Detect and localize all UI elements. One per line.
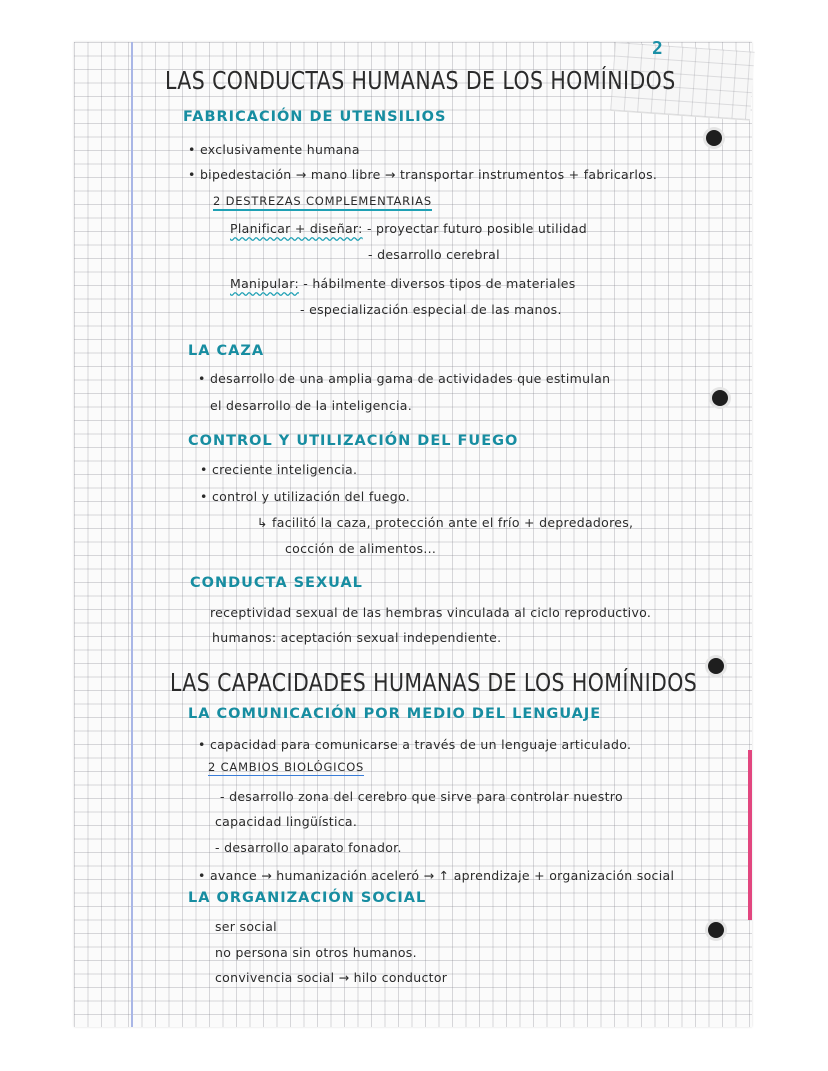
social-line-3: convivencia social → hilo conductor <box>215 970 448 985</box>
heading-organizacion-social: LA ORGANIZACIÓN SOCIAL <box>188 890 427 906</box>
fuego-line-4: cocción de alimentos... <box>285 541 437 556</box>
heading-la-caza: LA CAZA <box>188 343 265 359</box>
punch-hole-4 <box>708 922 724 938</box>
heading-comunicacion: LA COMUNICACIÓN POR MEDIO DEL LENGUAJE <box>188 706 602 722</box>
main-title-capacidades: LAS CAPACIDADES HUMANAS DE LOS HOMÍNIDOS <box>170 668 698 697</box>
bullet-bipedestacion: • bipedestación → mano libre → transportar instrumentos + fabricarlos. <box>188 167 658 182</box>
sexual-line-1: receptividad sexual de las hembras vinculada al ciclo reproductivo. <box>210 605 652 620</box>
fuego-line-3: ↳ facilitó la caza, protección ante el frío + depredadores, <box>257 515 634 530</box>
line-planificar: Planificar + diseñar: - proyectar futuro posible utilidad <box>230 221 588 236</box>
margin-line <box>131 42 133 1027</box>
fuego-line-2: • control y utilización del fuego. <box>200 489 410 504</box>
bullet-exclusivamente: • exclusivamente humana <box>188 142 360 157</box>
caza-line-2: el desarrollo de la inteligencia. <box>210 398 412 413</box>
line-especializacion: - especialización especial de las manos. <box>300 302 562 317</box>
social-line-2: no persona sin otros humanos. <box>215 945 417 960</box>
comunicacion-line-5: • avance → humanización aceleró → ↑ aprendizaje + organización social <box>198 868 675 883</box>
line-desarrollo-cerebral: - desarrollo cerebral <box>368 247 500 262</box>
punch-hole-3 <box>708 658 724 674</box>
label-planificar: Planificar + diseñar: <box>230 221 363 236</box>
comunicacion-line-4: - desarrollo aparato fonador. <box>215 840 402 855</box>
heading-conducta-sexual: CONDUCTA SEXUAL <box>190 575 363 591</box>
subheading-cambios: 2 CAMBIOS BIOLÓGICOS <box>208 760 365 774</box>
punch-hole-2 <box>712 390 728 406</box>
subheading-destrezas: 2 DESTREZAS COMPLEMENTARIAS <box>213 194 432 208</box>
fuego-line-1: • creciente inteligencia. <box>200 462 358 477</box>
heading-fabricacion: FABRICACIÓN DE UTENSILIOS <box>183 109 447 125</box>
heading-control-fuego: CONTROL Y UTILIZACIÓN DEL FUEGO <box>188 433 519 449</box>
comunicacion-line-1: • capacidad para comunicarse a través de un lenguaje articulado. <box>198 737 632 752</box>
page-number: 2 <box>652 38 663 59</box>
sexual-line-2: humanos: aceptación sexual independiente. <box>212 630 502 645</box>
line-manipular: Manipular: - hábilmente diversos tipos de materiales <box>230 276 576 291</box>
caza-line-1: • desarrollo de una amplia gama de actividades que estimulan <box>198 371 611 386</box>
comunicacion-line-2: - desarrollo zona del cerebro que sirve para controlar nuestro <box>220 789 623 804</box>
comunicacion-line-3: capacidad lingüística. <box>215 814 358 829</box>
social-line-1: ser social <box>215 919 277 934</box>
punch-hole-1 <box>706 130 722 146</box>
main-title-conductas: LAS CONDUCTAS HUMANAS DE LOS HOMÍNIDOS <box>165 66 676 95</box>
page-tab-edge <box>748 750 752 920</box>
label-manipular: Manipular: <box>230 276 299 291</box>
